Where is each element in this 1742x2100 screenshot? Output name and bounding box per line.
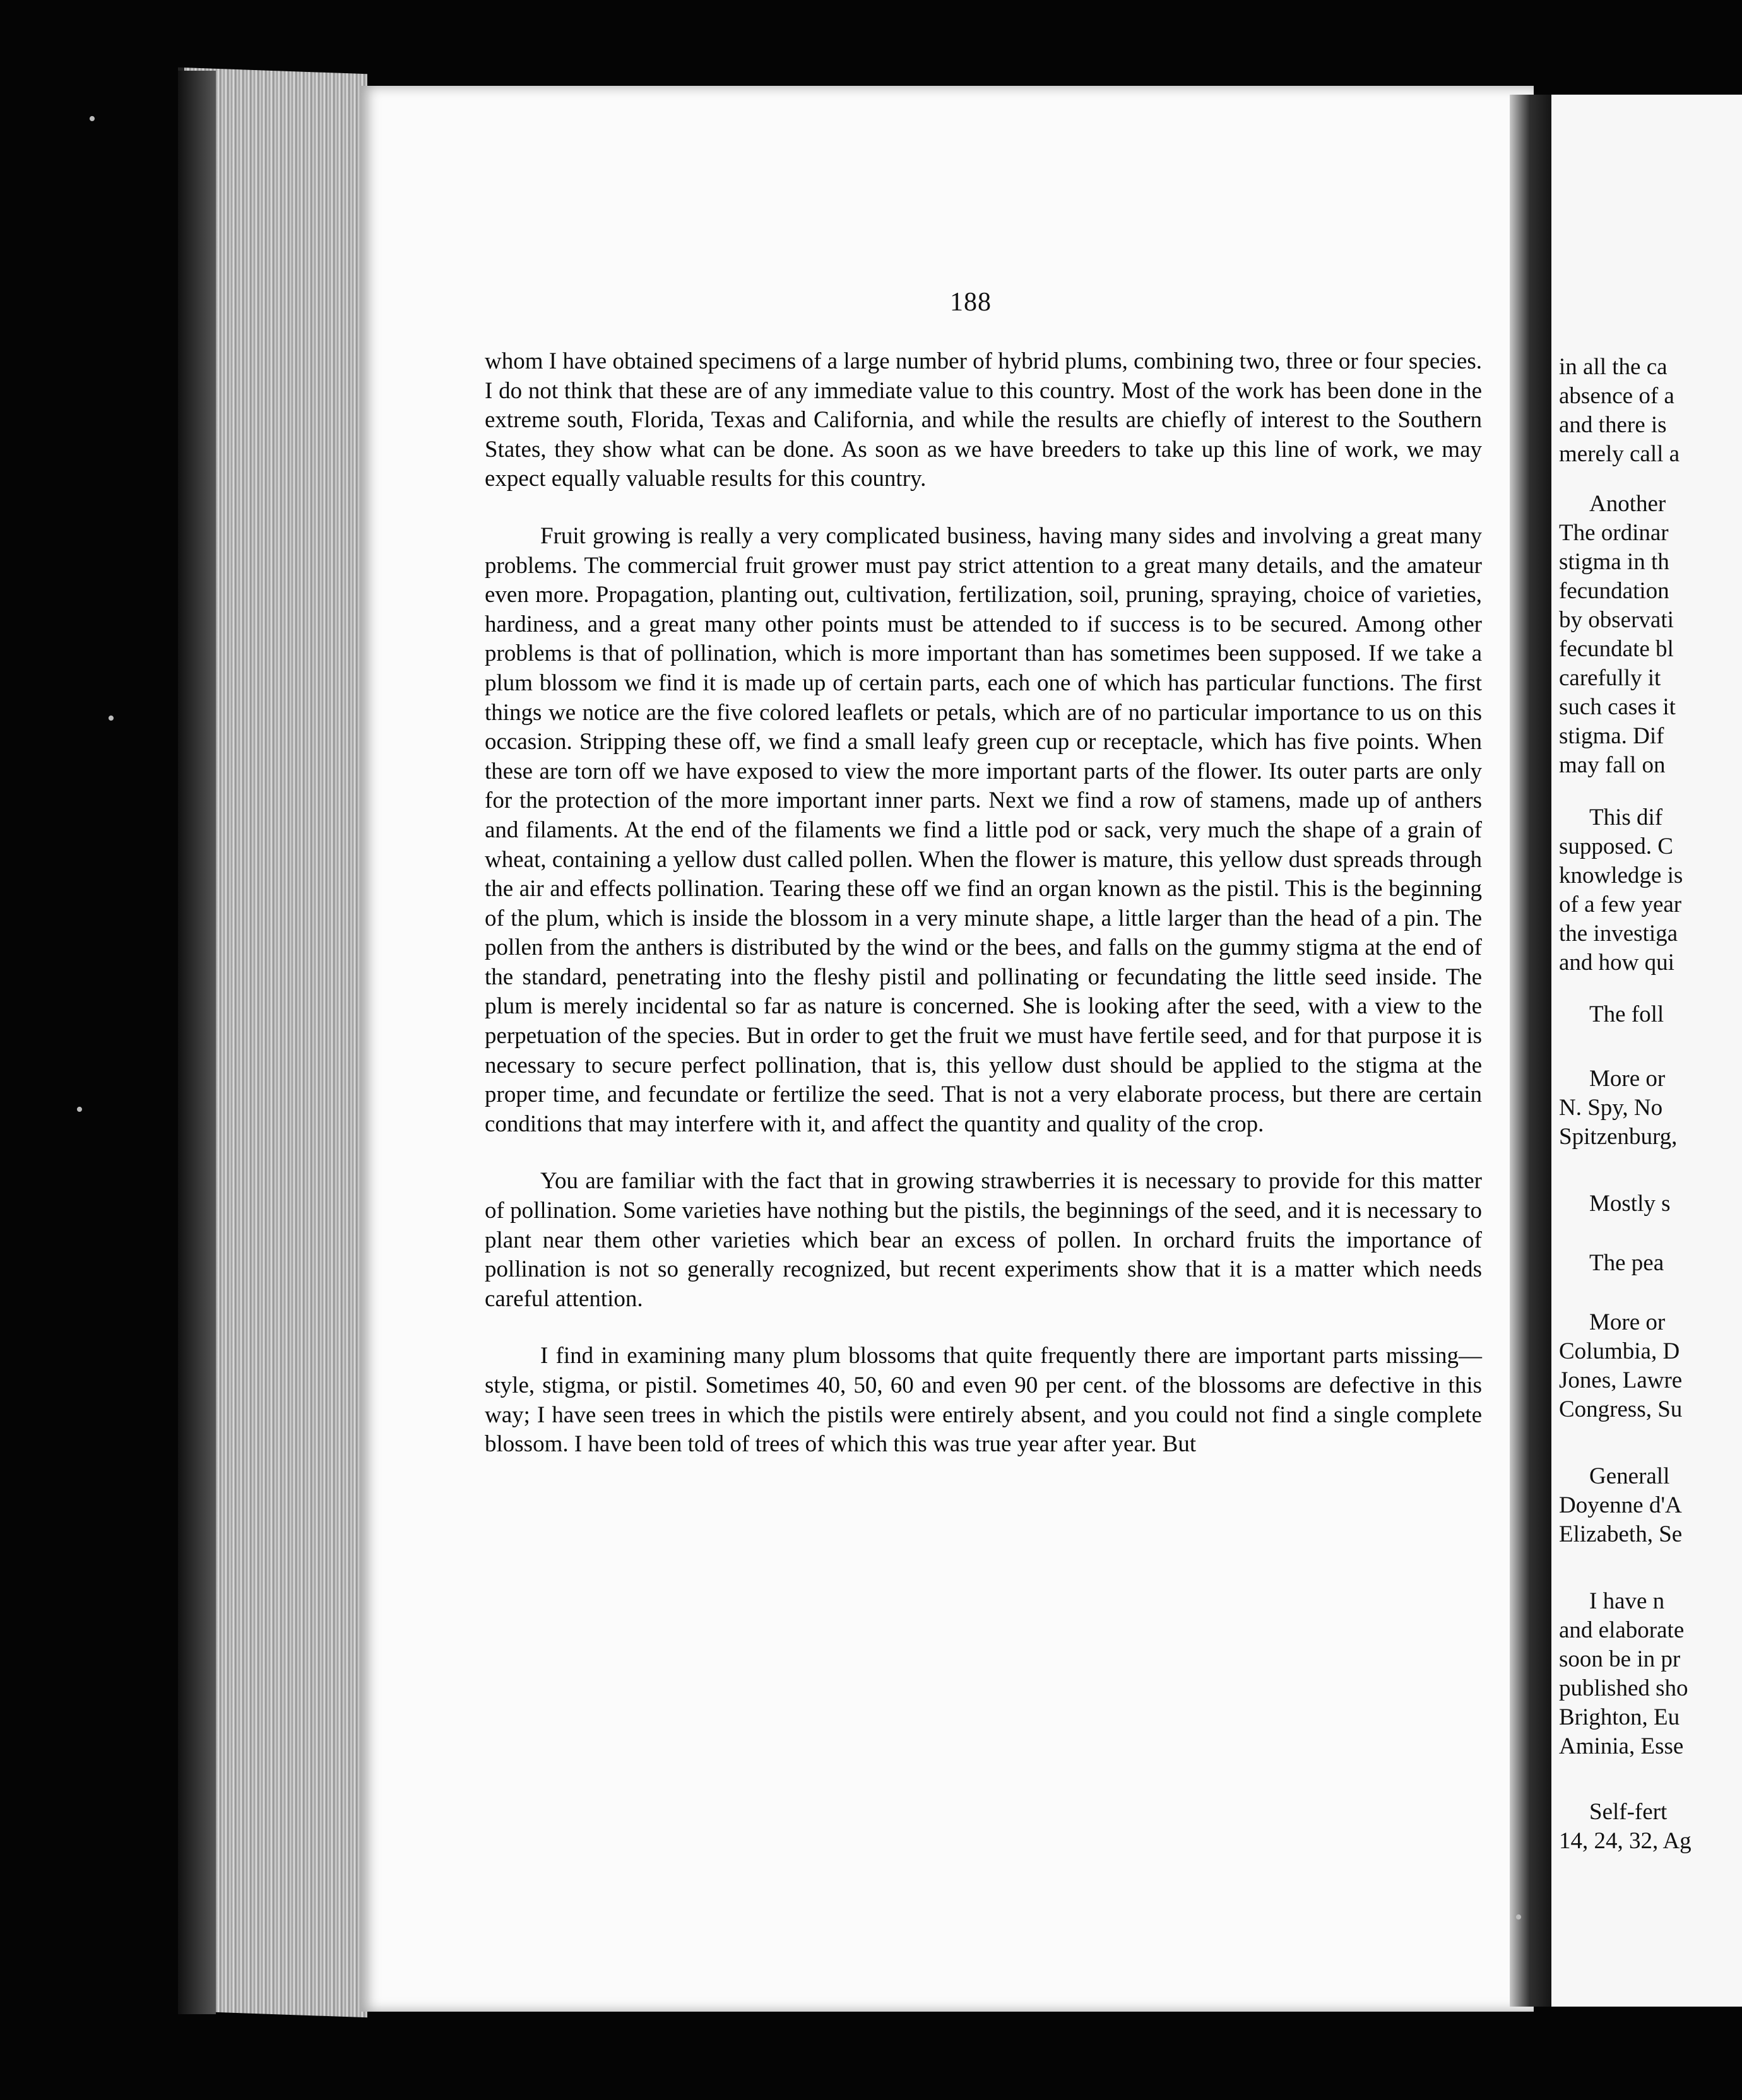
right-page-line: and there is — [1559, 412, 1667, 438]
right-page-line: Doyenne d'A — [1559, 1492, 1682, 1518]
right-page-line: The foll — [1589, 1001, 1664, 1027]
book-gutter — [1510, 95, 1554, 2007]
right-page-line: of a few year — [1559, 892, 1682, 917]
right-page-line: fecundation — [1559, 578, 1669, 604]
right-page-line: This dif — [1589, 805, 1663, 830]
paragraph-4: I find in examining many plum blossoms that quite frequently there are important parts missing—style, stigma, or pistil. Sometimes 40, 50, 60 and even 90 per cent. of the blossoms are defective in this way; I have seen trees in which the pistils were entirely absent, and you could not find a single complete blossom. I have been told of trees of which this was true year after year. But — [485, 1343, 1482, 1458]
dust-speck: • — [76, 1098, 83, 1121]
right-page-line: Generall — [1589, 1463, 1670, 1489]
right-page-line: stigma in th — [1559, 549, 1669, 575]
right-page-line: The pea — [1589, 1250, 1664, 1276]
paragraph-2: Fruit growing is really a very complicated business, having many sides and involving a great many problems. The commercial fruit grower must pay strict attention to a great many details, and the amateur even more. Propagation, planting out, cultivation, fertilization, soil, pruning, spraying, choice of varieties, hardiness, and a great many other points must be attended to if success is to be secured. Among other problems is that of pollination, which is more important than has sometimes been supposed. If we take a plum blossom we find it is made up of certain parts, each one of which has particular functions. The first things we notice are the five colored leaflets or petals, which are of no particular importance to us on this occasion. Stripping these off, we find a small leafy green cup or receptacle, which has five points. When these are torn off we have exposed to view the more important parts of the flower. Its outer parts are only for the protection of the more important inner parts. Next we find a row of stamens, made up of anthers and filaments. At the end of the filaments we find a little pod or sack, very much the shape of a grain of wheat, containing a yellow dust called pollen. When the flower is mature, this yellow dust spreads through the air and effects pollination. Tearing these off we find an organ known as the pistil. This is the beginning of the plum, which is inside the blossom in a very minute shape, a little larger than the head of a pin. The pollen from the anthers is distributed by the wind or the bees, and falls on the gummy stigma at the end of the standard, penetrating into the fleshy pistil and pollinating or fecundating the little seed inside. The plum is merely incidental so far as nature is concerned. She is looking after the seed, with a view to the perpetuation of the species. But in order to get the fruit we must have fertile seed, and for that purpose it is necessary to secure perfect pollination, that is, this yellow dust should be applied to the stigma at the proper time, and fecundate or fertilize the seed. That is not a very elaborate process, but there are certain conditions that may interfere with it, and affect the quantity and quality of the crop. — [485, 522, 1482, 1137]
right-page-line: I have n — [1589, 1588, 1665, 1614]
right-page-line: such cases it — [1559, 694, 1676, 720]
right-page-line: Another — [1589, 491, 1666, 517]
right-page-line: 14, 24, 32, Ag — [1559, 1828, 1692, 1854]
right-page-line: merely call a — [1559, 441, 1680, 467]
right-page-line: Aminia, Esse — [1559, 1733, 1684, 1759]
dust-speck: • — [1515, 1906, 1522, 1929]
paragraph-3: You are familiar with the fact that in growing strawberries it is necessary to provide for this matter of pollination. Some varieties have nothing but the pistils, the beginnings of the seed, and it is necessary to plant near them other varieties which bear an excess of pollen. In orchard fruits the importance of pollination is not so generally recognized, but recent experiments show that it is a matter which needs careful attention. — [485, 1168, 1482, 1312]
right-page-line: Columbia, D — [1559, 1338, 1680, 1364]
right-page-line: may fall on — [1559, 752, 1666, 778]
right-page-line: supposed. C — [1559, 834, 1673, 859]
right-page-line: absence of a — [1559, 383, 1674, 409]
right-page — [1551, 95, 1742, 2007]
right-page-line: stigma. Dif — [1559, 723, 1664, 749]
right-page-line: by observati — [1559, 607, 1674, 633]
right-page-line: the investiga — [1559, 921, 1678, 947]
dust-speck: • — [107, 707, 115, 730]
right-page-line: fecundate bl — [1559, 636, 1674, 662]
right-page-line: knowledge is — [1559, 863, 1683, 888]
right-page-line: More or — [1589, 1066, 1666, 1092]
dust-speck: • — [88, 107, 96, 131]
right-page-line: carefully it — [1559, 665, 1661, 691]
right-page-line: N. Spy, No — [1559, 1095, 1663, 1121]
right-page-line: published sho — [1559, 1675, 1688, 1701]
right-page-line: soon be in pr — [1559, 1646, 1681, 1672]
right-page-line: in all the ca — [1559, 354, 1668, 380]
paragraph-1: whom I have obtained specimens of a large number of hybrid plums, combining two, three or four species. I do not think that these are of any immediate value to this country. Most of the work has been done in the extreme south, Florida, Texas and California, and while the results are chiefly of interest to the Southern States, they show what can be done. As soon as we have breeders to take up this line of work, we may expect equally valuable results for this country. — [485, 348, 1482, 492]
right-page-line: Elizabeth, Se — [1559, 1521, 1683, 1547]
right-page-line: Brighton, Eu — [1559, 1704, 1680, 1730]
right-page-line: Congress, Su — [1559, 1396, 1683, 1422]
right-page-line: and elaborate — [1559, 1617, 1685, 1643]
page-body — [485, 347, 1482, 1487]
right-page-line: Mostly s — [1589, 1191, 1671, 1217]
right-page-line: Self-fert — [1589, 1799, 1668, 1825]
right-page-line: Jones, Lawre — [1559, 1367, 1683, 1393]
right-page-line: More or — [1589, 1309, 1666, 1335]
right-page-line: and how qui — [1559, 950, 1674, 976]
book-cover-edge — [178, 71, 216, 2014]
right-page-line: The ordinar — [1559, 520, 1669, 546]
page-number: 188 — [950, 288, 992, 317]
right-page-line: Spitzenburg, — [1559, 1124, 1678, 1150]
